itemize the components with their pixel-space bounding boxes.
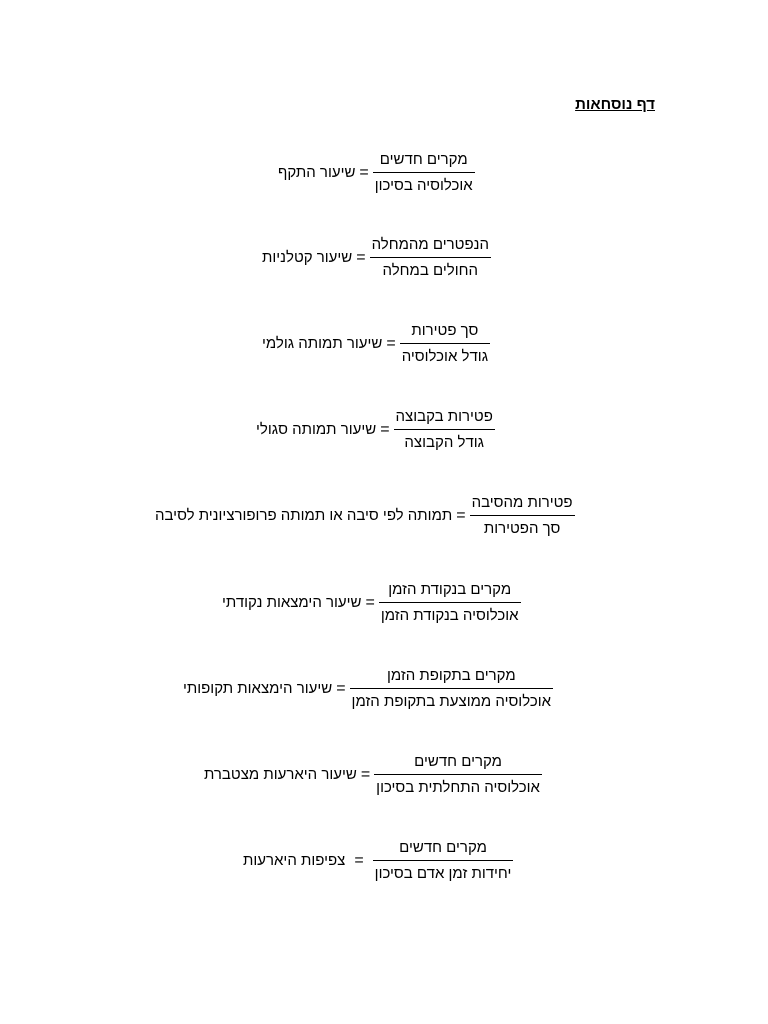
fraction — [400, 321, 490, 366]
fraction-denominator: גודל הקבוצה — [404, 434, 484, 451]
formula-incidence-density — [243, 838, 513, 883]
formula-specific-mortality-rate — [256, 407, 495, 452]
formula-crude-mortality-rate — [262, 321, 490, 366]
formula-point-prevalence — [222, 580, 521, 625]
formula-label: שיעור התקף — [278, 164, 356, 181]
formula-incidence-rate — [278, 150, 475, 195]
fraction-denominator: אוכלוסיה ממוצעת בתקופת הזמן — [351, 693, 552, 710]
fraction-numerator: מקרים חדשים — [379, 151, 468, 168]
fraction — [374, 752, 542, 797]
fraction-numerator: מקרים חדשים — [399, 839, 487, 856]
equals-sign: = — [354, 852, 364, 869]
formula-cumulative-incidence — [204, 752, 542, 797]
fraction — [379, 580, 521, 625]
equals-sign: = — [386, 335, 396, 352]
equals-sign: = — [365, 594, 375, 611]
formula-label: שיעור תמותה סגולי — [256, 421, 377, 438]
formula-label: שיעור היארעות מצטברת — [204, 766, 357, 783]
page-title: דף נוסחאות — [575, 96, 655, 113]
equals-sign: = — [380, 421, 390, 438]
fraction-numerator: סך פטירות — [411, 322, 479, 339]
fraction-denominator: אוכלוסיה בנקודת הזמן — [380, 607, 519, 624]
equals-sign: = — [336, 680, 346, 697]
fraction-denominator: אוכלוסיה בסיכון — [374, 177, 473, 194]
formula-label: שיעור הימצאות תקופותי — [183, 680, 333, 697]
formula-label: שיעור הימצאות נקודתי — [222, 594, 362, 611]
equals-sign: = — [356, 249, 366, 266]
fraction-numerator: פטירות בקבוצה — [395, 408, 493, 425]
fraction-denominator: סך הפטירות — [483, 520, 561, 537]
fraction-numerator: מקרים חדשים — [414, 753, 502, 770]
formula-label: תמותה לפי סיבה או תמותה פרופורציונית לסיבה — [155, 507, 453, 524]
equals-sign: = — [456, 507, 466, 524]
formula-label: שיעור קטלניות — [262, 249, 353, 266]
fraction — [370, 235, 491, 280]
equals-sign: = — [359, 164, 369, 181]
fraction — [373, 838, 514, 883]
fraction — [350, 666, 554, 711]
fraction — [470, 493, 575, 538]
fraction-denominator: אוכלוסיה התחלתית בסיכון — [376, 779, 540, 796]
fraction-denominator: גודל אוכלוסיה — [401, 348, 489, 365]
formula-period-prevalence — [183, 666, 553, 711]
formula-case-fatality-rate — [262, 235, 491, 280]
formula-label: שיעור תמותה גולמי — [262, 335, 383, 352]
fraction — [394, 407, 495, 452]
fraction — [373, 150, 475, 195]
fraction-numerator: הנפטרים מהמחלה — [371, 236, 489, 253]
formula-label: צפיפות היארעות — [243, 852, 346, 869]
fraction-numerator: מקרים בתקופת הזמן — [386, 667, 516, 684]
fraction-denominator: החולים במחלה — [382, 262, 478, 279]
equals-sign: = — [360, 766, 371, 783]
formula-cause-specific-mortality — [155, 493, 575, 538]
fraction-numerator: פטירות מהסיבה — [471, 494, 573, 511]
fraction-denominator: יחידות זמן אדם בסיכון — [374, 865, 512, 882]
fraction-numerator: מקרים בנקודת הזמן — [388, 581, 512, 598]
